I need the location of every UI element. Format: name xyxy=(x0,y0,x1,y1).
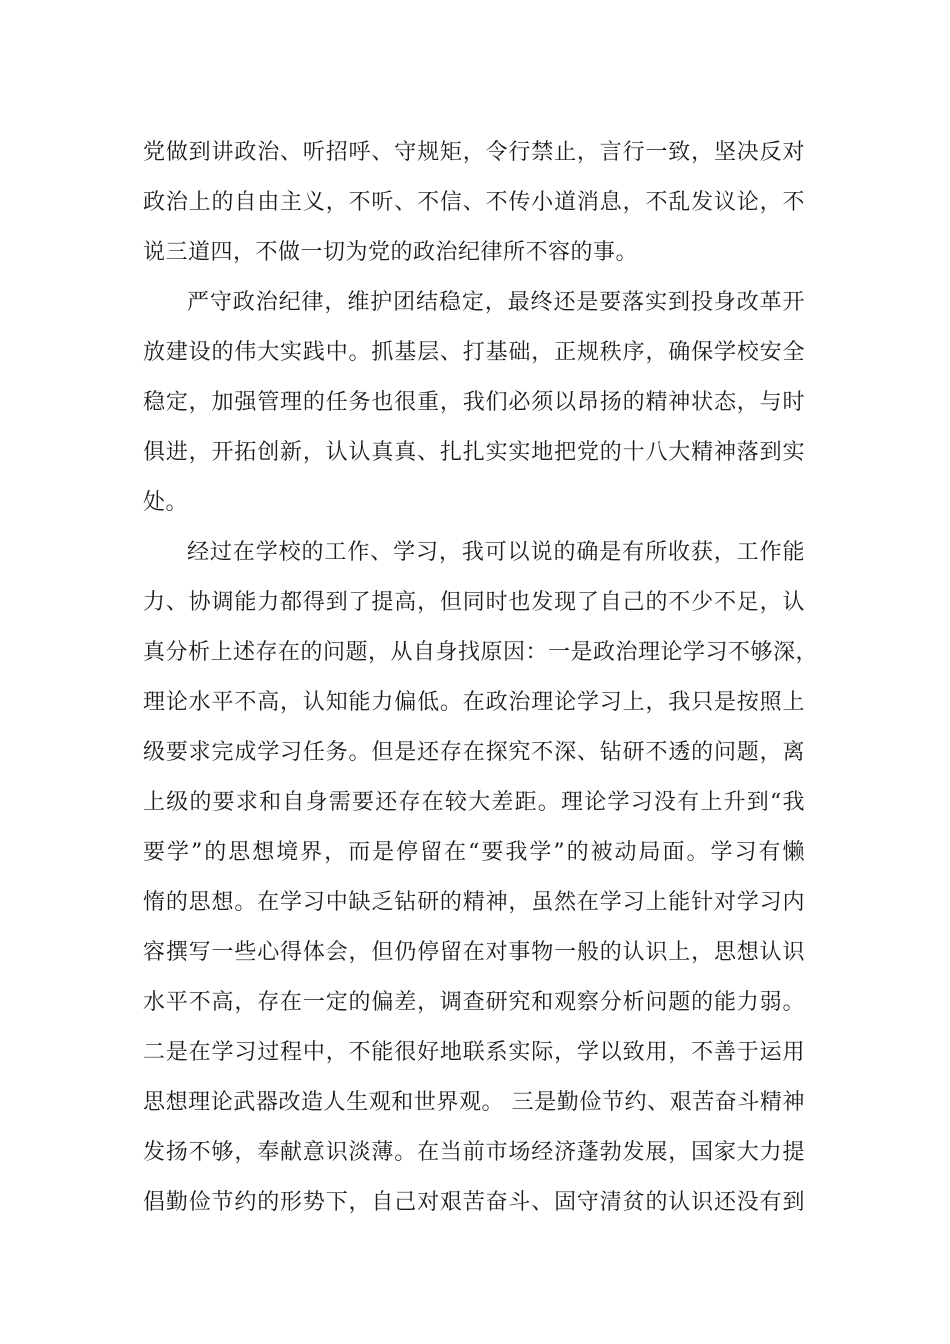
text-line: 经过在学校的工作、学习，我可以说的确是有所收获，工作能 xyxy=(187,540,805,565)
text-line: 二是在学习过程中，不能很好地联系实际，学以致用，不善于运用 xyxy=(143,1040,805,1065)
text-line: 说三道四，不做一切为党的政治纪律所不容的事。 xyxy=(143,240,639,265)
text-line: 俱进，开拓创新，认认真真、扎扎实实地把党的十八大精神落到实 xyxy=(143,440,805,465)
text-line: 水平不高，存在一定的偏差，调查研究和观察分析问题的能力弱。 xyxy=(143,990,805,1015)
paragraph-2 xyxy=(143,278,805,528)
text-line: 党做到讲政治、听招呼、守规矩，令行禁止，言行一致，坚决反对 xyxy=(143,140,805,165)
text-line: 稳定，加强管理的任务也很重，我们必须以昂扬的精神状态，与时 xyxy=(143,390,805,415)
text-line: 要学”的思想境界，而是停留在“要我学”的被动局面。学习有懒 xyxy=(143,840,805,865)
text-line: 放建设的伟大实践中。抓基层、打基础，正规秩序，确保学校安全 xyxy=(143,340,805,365)
paragraph-1 xyxy=(143,128,805,278)
text-line: 发扬不够，奉献意识淡薄。在当前市场经济蓬勃发展，国家大力提 xyxy=(143,1140,805,1165)
text-line: 惰的思想。在学习中缺乏钻研的精神，虽然在学习上能针对学习内 xyxy=(143,890,805,915)
text-line: 政治上的自由主义，不听、不信、不传小道消息，不乱发议论，不 xyxy=(143,190,805,215)
text-line: 容撰写一些心得体会，但仍停留在对事物一般的认识上，思想认识 xyxy=(143,940,805,965)
text-line: 思想理论武器改造人生观和世界观。 三是勤俭节约、艰苦奋斗精神 xyxy=(143,1090,805,1115)
text-line: 严守政治纪律，维护团结稳定，最终还是要落实到投身改革开 xyxy=(187,290,805,315)
text-line: 理论水平不高，认知能力偏低。在政治理论学习上，我只是按照上 xyxy=(143,690,805,715)
text-line: 级要求完成学习任务。但是还存在探究不深、钻研不透的问题，离 xyxy=(143,740,805,765)
text-line: 上级的要求和自身需要还存在较大差距。理论学习没有上升到“我 xyxy=(143,790,805,815)
paragraph-3 xyxy=(143,528,819,1228)
body-text xyxy=(143,128,819,1228)
text-line: 力、协调能力都得到了提高，但同时也发现了自己的不少不足，认 xyxy=(143,590,805,615)
text-line: 处。 xyxy=(143,490,189,515)
text-line: 倡勤俭节约的形势下，自己对艰苦奋斗、固守清贫的认识还没有到 xyxy=(143,1190,805,1215)
text-line: 真分析上述存在的问题，从自身找原因：一是政治理论学习不够深， xyxy=(143,640,819,665)
